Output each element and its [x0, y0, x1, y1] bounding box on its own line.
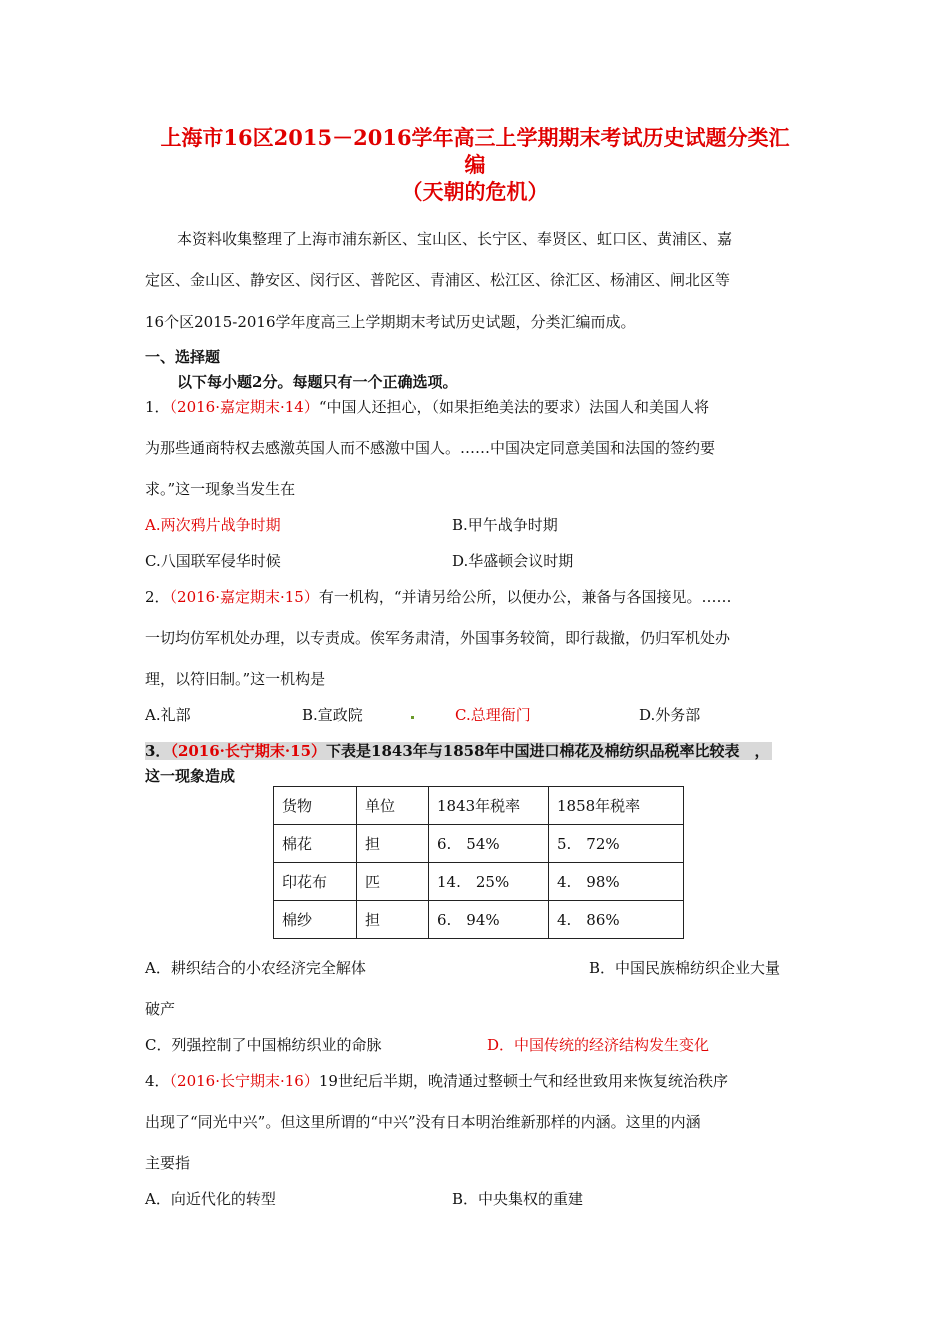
question-1-line3: 求。”这一现象当发生在 [145, 480, 296, 498]
table-row [274, 863, 684, 901]
question-text: 下表是1843年与1858年中国进口棉花及棉纺织品税率比较表 ， [326, 742, 770, 760]
question-source: （2016·长宁期末·16） [169, 1072, 319, 1090]
question-source: （2016·长宁期末·15） [170, 742, 327, 760]
question-2-option-b: B.宣政院 [302, 706, 363, 724]
table-header-cell: 1843年税率 [429, 787, 549, 825]
table-cell: 印花布 [274, 863, 357, 901]
question-source: （2016·嘉定期末·14） [169, 398, 319, 416]
question-1-option-a: A.两次鸦片战争时期 [145, 516, 281, 534]
question-text: 有一机构，“并请另给公所，以便办公，兼备与各国接见。…… [318, 588, 732, 606]
tax-rate-table [273, 786, 684, 939]
question-source: （2016·嘉定期末·15） [169, 588, 319, 606]
question-3-option-c: C．列强控制了中国棉纺织业的命脉 [145, 1036, 382, 1054]
intro-line1: 本资料收集整理了上海市浦东新区、宝山区、长宁区、奉贤区、虹口区、黄浦区、嘉 [177, 230, 733, 248]
table-header-cell: 货物 [274, 787, 357, 825]
question-4-line1 [145, 1070, 728, 1091]
question-2-option-a: A.礼部 [145, 706, 191, 724]
document-title-line2: 编 [464, 152, 486, 177]
document-subtitle: （天朝的危机） [401, 179, 549, 204]
question-4-option-b: B．中央集权的重建 [452, 1190, 584, 1208]
question-1-option-c: C.八国联军侵华时候 [145, 552, 281, 570]
intro-line3: 16个区2015-2016学年度高三上学期期末考试历史试题，分类汇编而成。 [145, 313, 636, 331]
table-header-cell: 1858年税率 [549, 787, 684, 825]
question-number: 4． [145, 1072, 170, 1090]
table-cell: 6. 54% [429, 825, 549, 863]
question-3-option-a: A．耕织结合的小农经济完全解体 [145, 959, 366, 977]
question-3-option-d: D．中国传统的经济结构发生变化 [487, 1036, 710, 1054]
table-header-row [274, 787, 684, 825]
question-number: 3． [145, 742, 171, 760]
table-cell: 4. 86% [549, 901, 684, 939]
document-title-line1: 上海市16区2015－2016学年高三上学期期末考试历史试题分类汇 [160, 125, 790, 150]
question-2-line3: 理，以符旧制。”这一机构是 [145, 670, 326, 688]
question-3-line2: 这一现象造成 [145, 767, 236, 785]
table-cell: 担 [357, 901, 429, 939]
question-4-line3: 主要指 [145, 1154, 191, 1172]
question-1-line2: 为那些通商特权去感激英国人而不感激中国人。……中国决定同意美国和法国的签约要 [145, 439, 716, 457]
question-2-line2: 一切均仿军机处办理，以专责成。俟军务肃清，外国事务较简，即行裁撤，仍归军机处办 [145, 629, 731, 647]
question-3-line1 [145, 740, 772, 761]
table-cell: 匹 [357, 863, 429, 901]
table-cell: 5. 72% [549, 825, 684, 863]
section-instruction: 以下每小题2分。每题只有一个正确选项。 [177, 373, 458, 391]
stray-dot [411, 716, 414, 719]
question-4-option-a: A．向近代化的转型 [145, 1190, 276, 1208]
table-cell: 棉花 [274, 825, 357, 863]
question-3-option-b-cont: 破产 [145, 1000, 176, 1018]
table-cell: 6. 94% [429, 901, 549, 939]
table-row [274, 901, 684, 939]
table-cell: 担 [357, 825, 429, 863]
question-3-option-b: B．中国民族棉纺织企业大量 [589, 959, 781, 977]
question-2-option-c: C.总理衙门 [455, 706, 531, 724]
question-2-option-d: D.外务部 [639, 706, 701, 724]
question-1-option-b: B.甲午战争时期 [452, 516, 558, 534]
table-cell: 14. 25% [429, 863, 549, 901]
question-number: 2． [145, 588, 170, 606]
question-4-line2: 出现了“同光中兴”。但这里所谓的“中兴”没有日本明治维新那样的内涵。这里的内涵 [145, 1113, 701, 1131]
table-row [274, 825, 684, 863]
question-1-line1 [145, 396, 709, 417]
question-2-line1 [145, 586, 732, 607]
table-cell: 4. 98% [549, 863, 684, 901]
question-1-option-d: D.华盛顿会议时期 [452, 552, 574, 570]
table-header-cell: 单位 [357, 787, 429, 825]
question-text: “中国人还担心，（如果拒绝美法的要求）法国人和美国人将 [318, 398, 710, 416]
question-number: 1． [145, 398, 170, 416]
intro-line2: 定区、金山区、静安区、闵行区、普陀区、青浦区、松江区、徐汇区、杨浦区、闸北区等 [145, 271, 731, 289]
table-cell: 棉纱 [274, 901, 357, 939]
question-text: 19世纪后半期，晚清通过整顿士气和经世致用来恢复统治秩序 [318, 1072, 728, 1090]
section-heading: 一、选择题 [145, 348, 221, 366]
